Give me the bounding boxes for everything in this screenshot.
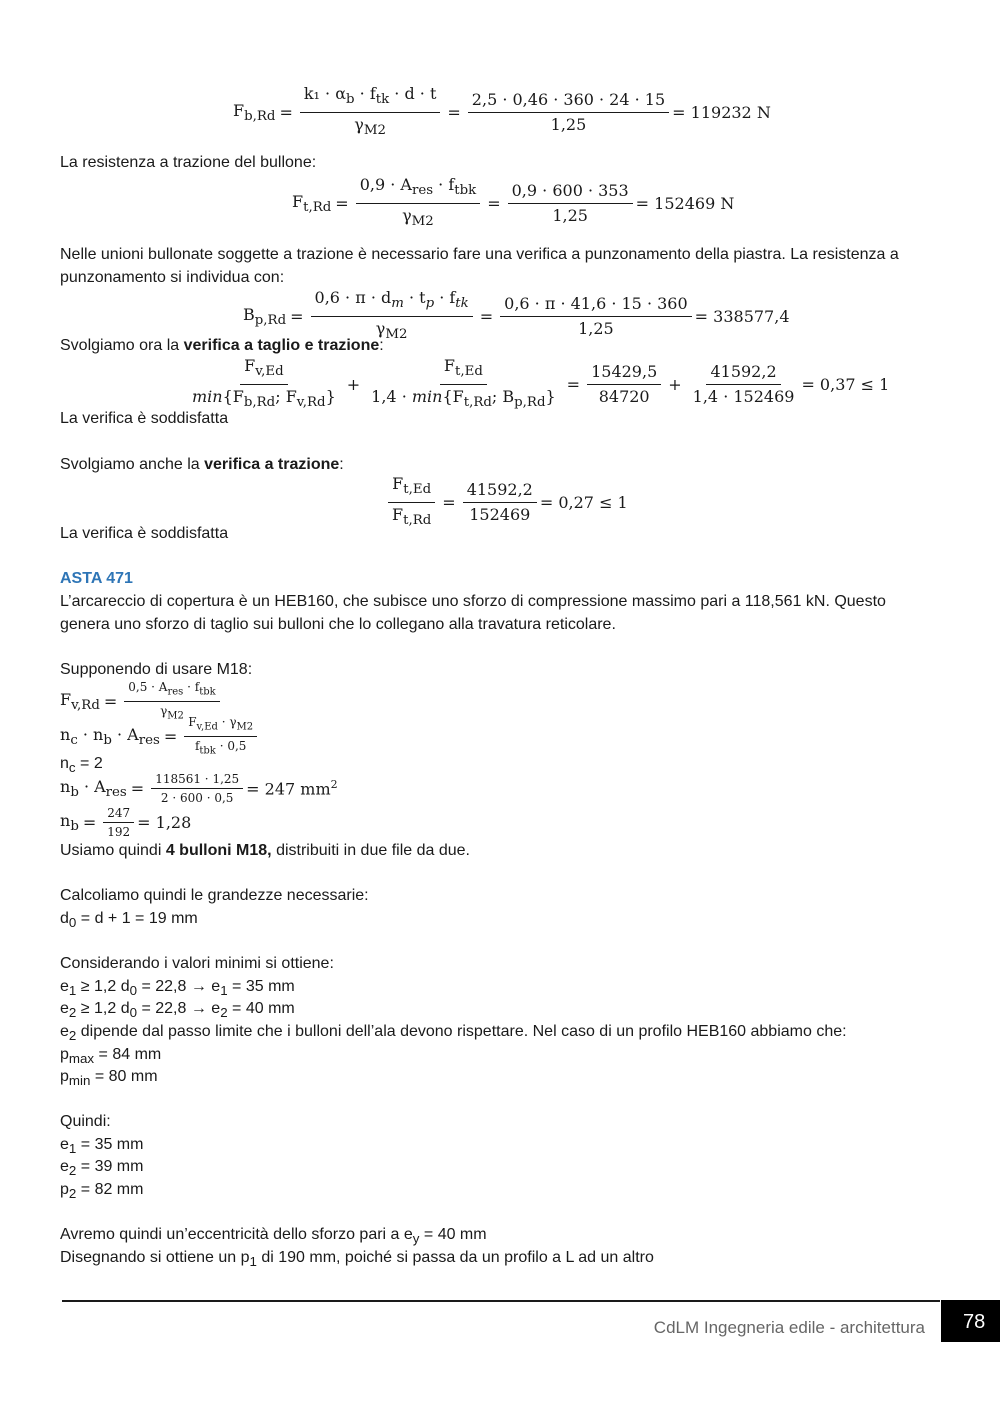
eq-fbrd-lhs: $F_{b,Rd}$ [233, 101, 276, 125]
eq-combined-frac-3: $\frac{15429,5}{84720}$ [587, 362, 661, 407]
eq-bprd-lhs: $B_{p,Rd}$ [243, 305, 287, 329]
equation-nc-nb-ares: $n_c \cdot n_b \cdot A_{res}$ = $\frac{F_{v,Ed} \cdot \gamma_{M2}}{f_{tbk} \cdot 0,5}$ [60, 715, 260, 759]
equation-ft-rd: $F_{t,Rd}$ = $\frac{0,9 \cdot A_{res} \cdot f_{tbk}}{\gamma_{M2}}$ = $\frac{0,9 \cdot 600 \cdot 353}{1,25}$ = 152469 N [292, 175, 734, 232]
eq-combined-result: = 0,37 ≤ 1 [801, 375, 890, 395]
eq-nb-ares-lhs: $n_b \cdot A_{res}$ [60, 776, 127, 801]
paragraph-p2-final: $p_2 = 82$ mm [60, 1181, 144, 1202]
eq-fvrd-lhs: $F_{v,Rd}$ [60, 690, 100, 714]
eq-nb-result: = 1,28 [137, 813, 192, 832]
eq-combined-frac-4: $\frac{41592,2}{1,4 \cdot 152469}$ [692, 362, 795, 407]
equation-fv-rd: $F_{v,Rd}$ = $\frac{0,5 \cdot A_{res} \cdot f_{tbk}}{\gamma_{M2}}$ [60, 680, 223, 724]
paragraph-asta-line1: L’arcareccio di copertura è un HEB160, che subisce uno sforzo di compressione massimo pari a 118,561 kN. Questo [60, 593, 886, 610]
paragraph-e2-dipende: $e_2$ dipende dal passo limite che i bulloni dell’ala devono rispettare. Nel caso di un profilo HEB160 abbiamo che: [60, 1023, 847, 1044]
paragraph-supponendo: Supponendo di usare M18: [60, 661, 253, 678]
paragraph-verifica-taglio-trazione: Svolgiamo ora la verifica a taglio e trazione: [60, 337, 384, 354]
eq-traz-frac-symbolic: $\frac{F_{t,Ed}}{F_{t,Rd}}$ [388, 474, 435, 531]
paragraph-usiamo-bulloni: Usiamo quindi 4 bulloni M18, distribuiti in due file da due. [60, 842, 470, 859]
paragraph-pmin: $p_{min} = 80$ mm [60, 1068, 158, 1089]
eq-fbrd-result: = 119232 N [672, 103, 771, 123]
eq-nb-frac: $\frac{247}{192}$ [103, 806, 134, 839]
eq-bprd-result: = 338577,4 [694, 307, 790, 327]
paragraph-eccentricita: Avremo quindi un’eccentricità dello sforzo pari a $e_y = 40$ mm [60, 1226, 487, 1247]
equation-fb-rd: $F_{b,Rd}$ = $\frac{k_1 \cdot \alpha_b \cdot f_{tk} \cdot d \cdot t}{\gamma_{M2}}$ = $\frac{2,5 \cdot 0,46 \cdot 360 \cdot 24 \cdot 15}{1,25}$ = 119232 N [233, 84, 771, 141]
paragraph-punzonamento-line1: Nelle unioni bullonate soggette a trazione è necessario fare una verifica a punzonamento della piastra. La resistenza a [60, 246, 899, 263]
paragraph-verifica-trazione: Svolgiamo anche la verifica a trazione: [60, 456, 344, 473]
eq-ftrd-frac-symbolic: $\frac{0,9 \cdot A_{res} \cdot f_{tbk}}{\gamma_{M2}}$ [356, 175, 481, 232]
footer-course-name: CdLM Ingegneria edile - architettura [653, 1318, 925, 1337]
eq-nb-lhs: $n_b$ [60, 810, 79, 835]
eq-bprd-frac-numeric: $\frac{0,6 \cdot \pi \cdot 41,6 \cdot 15 \cdot 360}{1,25}$ [500, 294, 692, 339]
page-number-box [941, 1300, 1000, 1342]
paragraph-asta-line2: genera uno sforzo di taglio sui bulloni che lo collegano alla travatura reticolare. [60, 616, 616, 633]
paragraph-verifica-soddisfatta-1: La verifica è soddisfatta [60, 410, 229, 427]
eq-nc-nb-frac: $\frac{F_{v,Ed} \cdot \gamma_{M2}}{f_{tbk} \cdot 0,5}$ [184, 715, 257, 759]
paragraph-nc: $n_c = 2$ [60, 755, 103, 776]
paragraph-quindi: Quindi: [60, 1113, 111, 1130]
eq-traz-frac-numeric: $\frac{41592,2}{152469}$ [463, 480, 537, 525]
eq-fbrd-frac-symbolic: $\frac{k_1 \cdot \alpha_b \cdot f_{tk} \cdot d \cdot t}{\gamma_{M2}}$ [300, 84, 441, 141]
eq-fbrd-frac-numeric: $\frac{2,5 \cdot 0,46 \cdot 360 \cdot 24 \cdot 15}{1,25}$ [468, 90, 669, 135]
footer-divider [62, 1300, 940, 1302]
paragraph-e2-min: $e_2 \ge 1,2$ $d_0 = 22,8 \to e_2 = 40$ mm [60, 1000, 295, 1021]
paragraph-e1-final: $e_1 = 35$ mm [60, 1136, 144, 1157]
eq-nc-nb-lhs: $n_c \cdot n_b \cdot A_{res}$ [60, 725, 160, 749]
paragraph-e1-min: $e_1 \ge 1,2$ $d_0 = 22,8 \to e_1 = 35$ mm [60, 978, 295, 999]
paragraph-pmax: $p_{max} = 84$ mm [60, 1046, 162, 1067]
equation-combined-check: $\frac{F_{v,Ed}}{\min\{F_{b,Rd}; F_{v,Rd}\}}$ + $\frac{F_{t,Ed}}{1,4 \cdot \min\{F_{t,Rd}; B_{p,Rd}\}}$ = $\frac{15429,5}{84720}$ + $\frac{41592,2}{1,4 \cdot 152469}$ = 0,37 ≤ 1 [185, 356, 889, 413]
eq-bprd-frac-symbolic: $\frac{0,6 \cdot \pi \cdot d_m \cdot t_p \cdot f_{tk}}{\gamma_{M2}}$ [311, 288, 473, 345]
equation-trazione-check: $\frac{F_{t,Ed}}{F_{t,Rd}}$ = $\frac{41592,2}{152469}$ = 0,27 ≤ 1 [385, 474, 628, 531]
paragraph-d0: $d_0 = d + 1 = 19$ mm [60, 910, 198, 931]
equation-bp-rd: $B_{p,Rd}$ = $\frac{0,6 \cdot \pi \cdot d_m \cdot t_p \cdot f_{tk}}{\gamma_{M2}}$ = $\frac{0,6 \cdot \pi \cdot 41,6 \cdot 15 \cdot 360}{1,25}$ = 338577,4 [243, 288, 790, 345]
page-number: 78 [963, 1311, 986, 1333]
eq-nb-ares-result: = 247 $mm^2$ [246, 778, 338, 799]
paragraph-verifica-soddisfatta-2: La verifica è soddisfatta [60, 525, 229, 542]
paragraph-e2-final: $e_2 = 39$ mm [60, 1158, 144, 1179]
eq-combined-frac-1: $\frac{F_{v,Ed}}{\min\{F_{b,Rd}; F_{v,Rd}\}}$ [192, 356, 336, 411]
eq-combined-frac-2: $\frac{F_{t,Ed}}{1,4 \cdot \min\{F_{t,Rd}; B_{p,Rd}\}}$ [371, 356, 556, 411]
section-heading-asta-471: ASTA 471 [60, 570, 133, 587]
paragraph-punzonamento-line2: punzonamento si individua con: [60, 269, 285, 286]
equation-nb-ares-numeric: $n_b \cdot A_{res}$ = $\frac{118561 \cdot 1,25}{2 \cdot 600 \cdot 0,5}$ = 247 $mm^2$ [60, 772, 338, 805]
paragraph-considerando: Considerando i valori minimi si ottiene: [60, 955, 334, 972]
eq-ftrd-lhs: $F_{t,Rd}$ [292, 192, 332, 216]
eq-traz-result: = 0,27 ≤ 1 [539, 493, 628, 513]
paragraph-trazione-bullone: La resistenza a trazione del bullone: [60, 154, 317, 171]
eq-fvrd-frac: $\frac{0,5 \cdot A_{res} \cdot f_{tbk}}{\gamma_{M2}}$ [124, 680, 219, 724]
paragraph-disegnando: Disegnando si ottiene un $p_1$ di 190 mm, poiché si passa da un profilo a L ad un altro [60, 1249, 654, 1270]
equation-nb: $n_b$ = $\frac{247}{192}$ = 1,28 [60, 806, 192, 839]
eq-ftrd-frac-numeric: $\frac{0,9 \cdot 600 \cdot 353}{1,25}$ [508, 181, 633, 226]
eq-ftrd-result: = 152469 N [635, 194, 735, 214]
paragraph-calcoliamo: Calcoliamo quindi le grandezze necessarie: [60, 887, 369, 904]
eq-nb-ares-frac: $\frac{118561 \cdot 1,25}{2 \cdot 600 \cdot 0,5}$ [151, 772, 243, 805]
